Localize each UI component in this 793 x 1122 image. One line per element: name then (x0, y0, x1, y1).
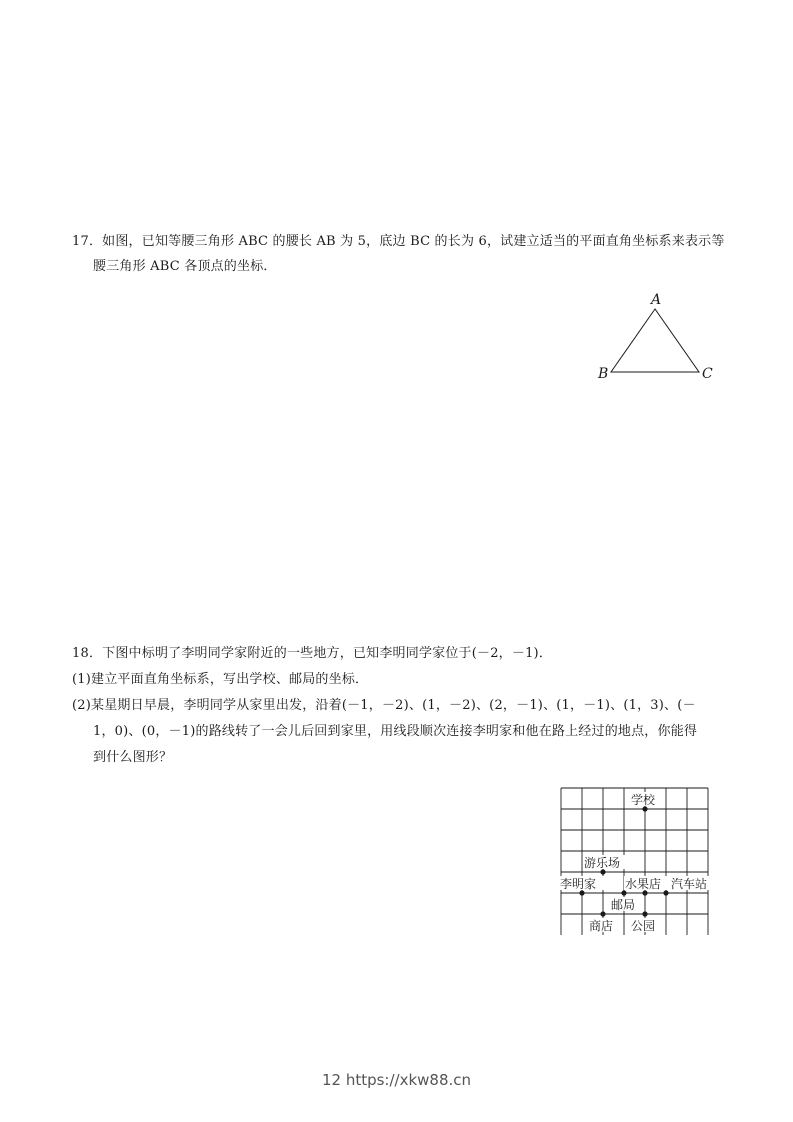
neighborhood-grid-map (555, 782, 720, 942)
dot-park (642, 911, 647, 916)
dot-amusement-park (600, 869, 605, 874)
label-school: 学校 (631, 793, 656, 807)
q18-part2-line3: 到什么图形？ (93, 750, 173, 765)
dot-shop (600, 911, 605, 916)
dot-fruit-store (642, 890, 647, 895)
triangle-abc-figure (590, 288, 720, 383)
q17-text-line2: 腰三角形 ABC 各顶点的坐标． (93, 259, 277, 274)
dot-post-office (621, 890, 626, 895)
footer-url[interactable]: https://xkw88.cn (345, 1071, 472, 1089)
dot-bus-station (663, 890, 668, 895)
label-bus-station: 汽车站 (671, 877, 708, 891)
triangle-shape (611, 309, 699, 372)
q17-text-line1: 17．如图，已知等腰三角形 ABC 的腰长 AB 为 5，底边 BC 的长为 6，试建立适当的平面直角坐标系来表示等 (72, 234, 725, 249)
q18-text-line1: 18．下图中标明了李明同学家附近的一些地方，已知李明同学家位于(－2，－1)． (72, 646, 553, 661)
vertex-label-c: C (702, 366, 713, 382)
vertex-label-b: B (598, 366, 609, 382)
vertex-label-a: A (651, 292, 662, 308)
q18-part1: (1)建立平面直角坐标系，写出学校、邮局的坐标． (72, 672, 369, 687)
label-park: 公园 (631, 919, 656, 933)
label-shop: 商店 (589, 919, 614, 933)
q18-part2-line2: 1，0)、(0，－1)的路线转了一会儿后回到家里，用线段顺次连接李明家和他在路上经过的地点，你能得 (93, 724, 698, 739)
dot-liming-home (579, 890, 584, 895)
q18-part2-line1: (2)某星期日早晨，李明同学从家里出发，沿着(－1，－2)、(1，－2)、(2，－1)、(1，－1)、(1，3)、(－ (72, 698, 696, 713)
label-amusement-park: 游乐场 (584, 856, 621, 870)
label-post-office: 邮局 (611, 898, 636, 912)
page-number: 12 (321, 1071, 342, 1089)
page-footer (0, 1071, 793, 1089)
label-fruit-store: 水果店 (625, 877, 662, 891)
label-liming-home: 李明家 (560, 877, 597, 891)
dot-school (642, 806, 647, 811)
